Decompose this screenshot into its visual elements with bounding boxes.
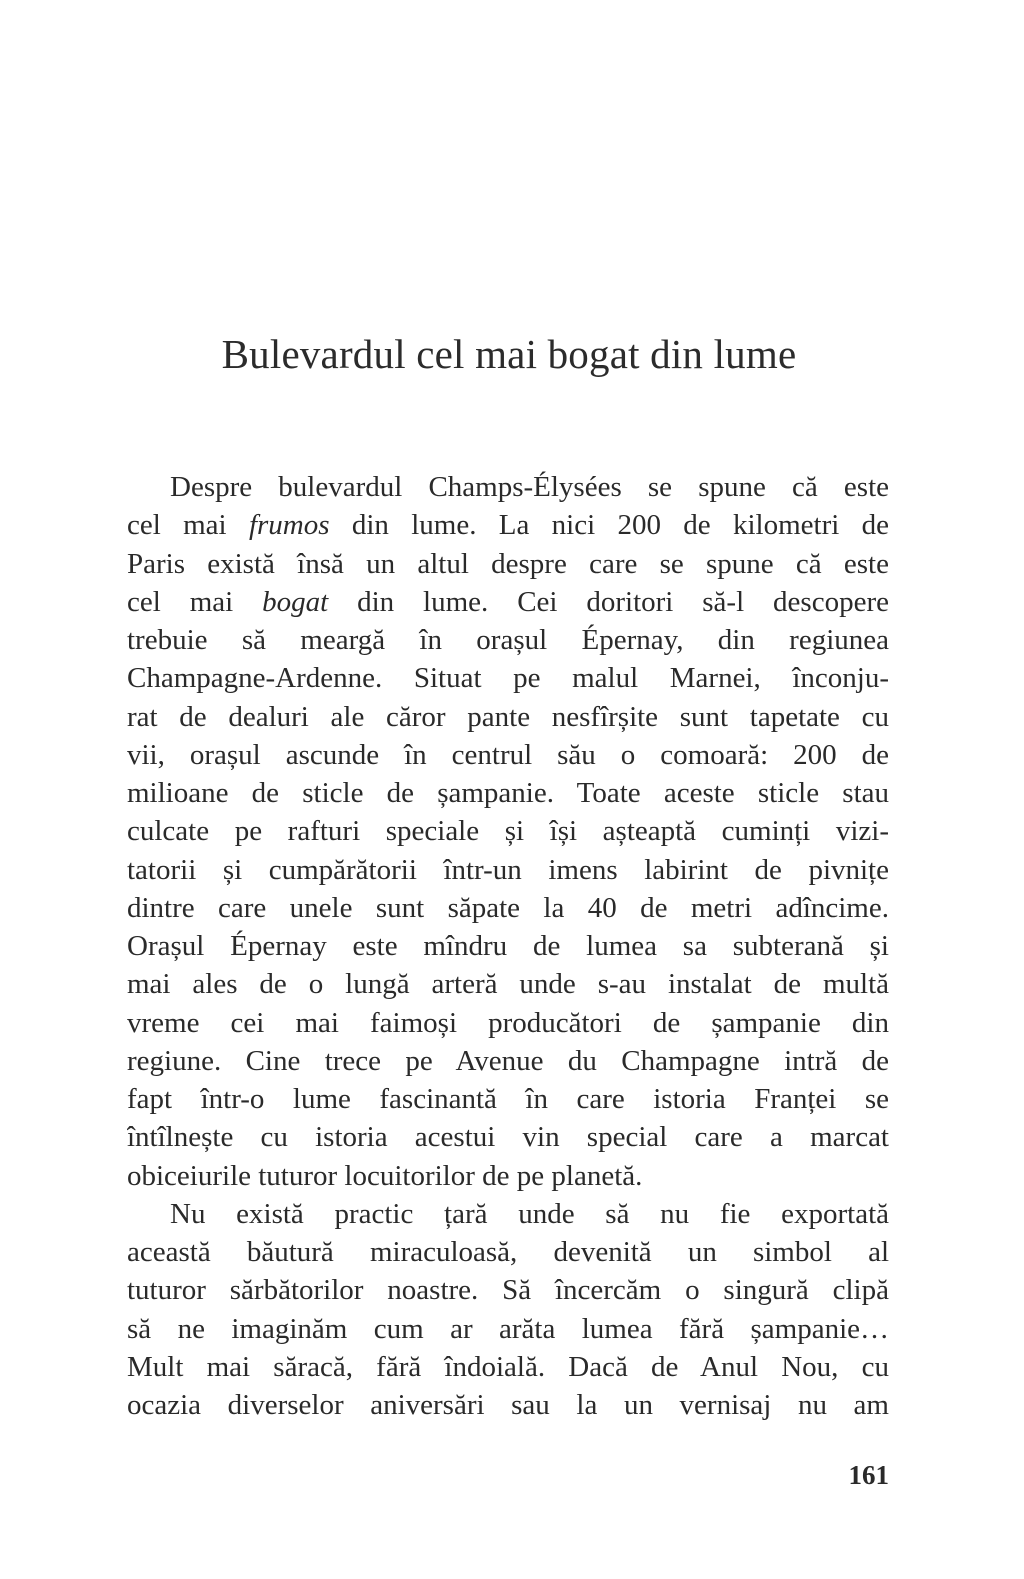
text-line bbox=[127, 1118, 889, 1156]
text-line bbox=[127, 736, 889, 774]
text-line bbox=[127, 1386, 889, 1424]
text-line bbox=[127, 774, 889, 812]
text-segment: cel mai bbox=[127, 509, 249, 542]
body-text bbox=[127, 468, 889, 1424]
text-segment: milioane de sticle de șampanie. Toate aceste sticle stau bbox=[127, 777, 889, 809]
text-line bbox=[127, 1310, 889, 1348]
text-segment: dintre care unele sunt săpate la 40 de metri adîncime. bbox=[127, 891, 889, 924]
text-line bbox=[127, 927, 889, 965]
text-line bbox=[127, 889, 889, 927]
text-line bbox=[127, 1080, 889, 1118]
text-segment: Orașul Épernay este mîndru de lumea sa subterană și bbox=[127, 930, 889, 962]
text-segment: culcate pe rafturi speciale și își așteaptă cuminți vizi- bbox=[127, 815, 889, 848]
text-segment: din lume. La nici 200 de kilometri de bbox=[329, 509, 889, 542]
text-segment: Despre bulevardul Champs-Élysées se spune că este bbox=[170, 471, 889, 503]
text-segment: cel mai bbox=[127, 585, 263, 618]
text-line bbox=[127, 506, 889, 544]
text-line bbox=[127, 1004, 889, 1042]
text-line bbox=[127, 1233, 889, 1271]
chapter-title: Bulevardul cel mai bogat din lume bbox=[221, 331, 797, 377]
text-segment: din lume. Cei doritori să-l descopere bbox=[328, 585, 889, 618]
text-line bbox=[127, 621, 889, 659]
text-segment: vii, orașul ascunde în centrul său o comoară: 200 de bbox=[127, 738, 889, 771]
text-line bbox=[127, 468, 889, 506]
text-segment: Mult mai săracă, fără îndoială. Dacă de Anul Nou, cu bbox=[127, 1350, 889, 1383]
italic-word: frumos bbox=[248, 509, 330, 542]
text-segment: regiune. Cine trece pe Avenue du Champagne intră de bbox=[127, 1044, 889, 1077]
italic-word: bogat bbox=[262, 585, 329, 618]
page-number: 161 bbox=[848, 1460, 889, 1490]
text-segment: Paris există însă un altul despre care se spune că este bbox=[127, 547, 889, 580]
text-segment: ocazia diverselor aniversări sau la un vernisaj nu am bbox=[127, 1389, 889, 1421]
text-line bbox=[127, 965, 889, 1003]
text-segment: obiceiurile tuturor locuitorilor de pe planetă. bbox=[127, 1159, 643, 1192]
text-segment: să ne imaginăm cum ar arăta lumea fără șampanie… bbox=[127, 1312, 889, 1345]
text-line bbox=[127, 1271, 889, 1309]
text-line bbox=[127, 583, 889, 621]
text-line bbox=[127, 698, 889, 736]
text-segment: mai ales de o lungă arteră unde s-au instalat de multă bbox=[127, 968, 889, 1001]
text-line bbox=[127, 1195, 889, 1233]
text-line bbox=[127, 851, 889, 889]
text-line bbox=[127, 1157, 889, 1195]
text-segment: Nu există practic țară unde să nu fie exportată bbox=[170, 1197, 889, 1230]
text-segment: vreme cei mai faimoși producători de șampanie din bbox=[127, 1006, 889, 1039]
text-line bbox=[127, 659, 889, 697]
text-segment: această băutură miraculoasă, devenită un simbol al bbox=[127, 1236, 889, 1268]
text-line bbox=[127, 1348, 889, 1386]
text-line bbox=[127, 545, 889, 583]
text-segment: întîlnește cu istoria acestui vin special care a marcat bbox=[127, 1121, 889, 1154]
text-segment: rat de dealuri ale căror pante nesfîrșite sunt tapetate cu bbox=[127, 700, 889, 733]
text-segment: tatorii și cumpărătorii într-un imens labirint de pivnițe bbox=[127, 853, 889, 886]
text-segment: Champagne-Ardenne. Situat pe malul Marnei, înconju- bbox=[127, 662, 889, 695]
text-segment: tuturor sărbătorilor noastre. Să încercăm o singură clipă bbox=[127, 1274, 889, 1307]
text-line bbox=[127, 1042, 889, 1080]
text-line bbox=[127, 812, 889, 850]
text-segment: trebuie să meargă în orașul Épernay, din regiunea bbox=[127, 624, 889, 656]
text-segment: fapt într-o lume fascinantă în care istoria Franței se bbox=[127, 1083, 889, 1115]
